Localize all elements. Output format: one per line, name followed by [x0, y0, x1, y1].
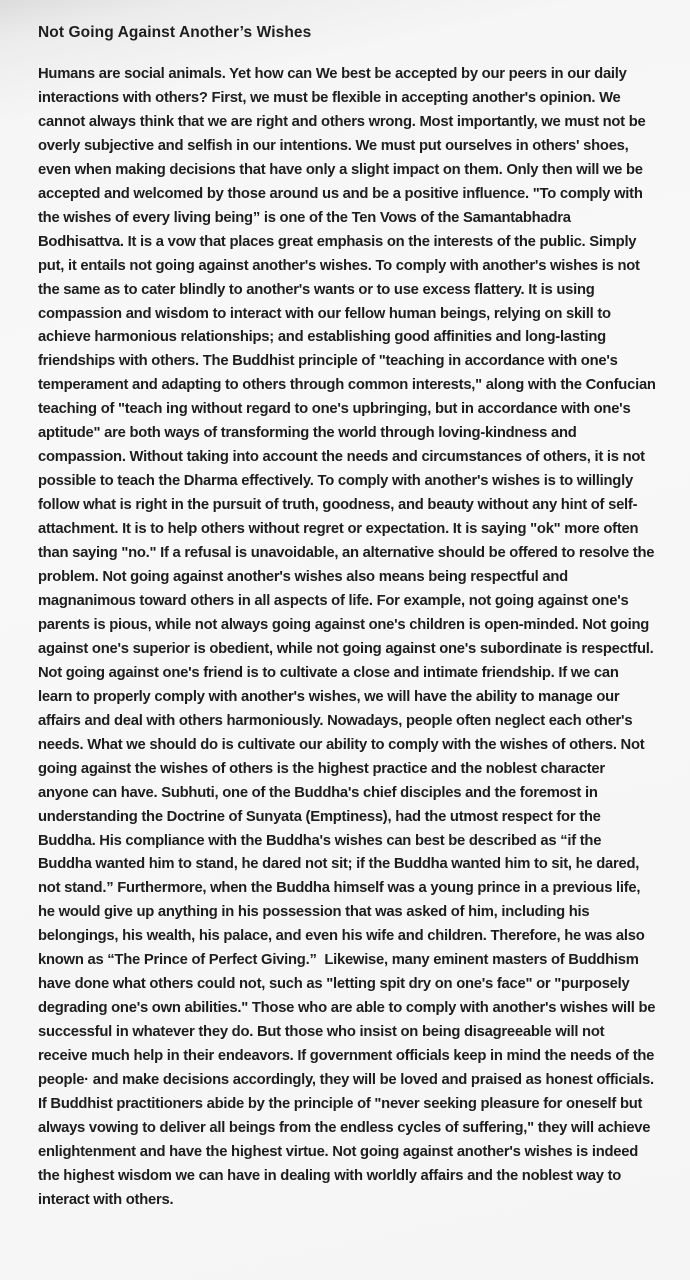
document-body: Humans are social animals. Yet how can We best be accepted by our peers in our daily interactions with others? First, we must be flexible in accepting another's opinion. We cannot always think that we are right and others wrong. Most importantly, we must not be overly subjective and selfish in our intentions. We must put ourselves in others' shoes, even when making decisions that have only a slight impact on them. Only then will we be accepted and welcomed by those around us and be a positive influence. "To comply with the wishes of every living being” is one of the Ten Vows of the Samantabhadra Bodhisattva. It is a vow that places great emphasis on the interests of the public. Simply put, it entails not going against another's wishes. To comply with another's wishes is not the same as to cater blindly to another's wants or to use excess flattery. It is using compassion and wisdom to interact with our fellow human beings, relying on skill to achieve harmonious relationships; and establishing good affinities and long-lasting friendships with others. The Buddhist principle of "teaching in accordance with one's temperament and adapting to others through common interests," along with the Confucian teaching of "teach ing without regard to one's upbringing, but in accordance with one's aptitude" are both ways of transforming the world through loving-kindness and compassion. Without taking into account the needs and circumstances of others, it is not possible to teach the Dharma effectively. To comply with another's wishes is to willingly follow what is right in the pursuit of truth, goodness, and beauty without any hint of self-attachment. It is to help others without regret or expectation. It is saying "ok" more often than saying "no." If a refusal is unavoidable, an alternative should be offered to resolve the problem. Not going against another's wishes also means being respectful and magnanimous toward others in all aspects of life. For example, not going against one's parents is pious, while not always going against one's children is open-minded. Not going against one's superior is obedient, while not going against one's subordinate is respectful. Not going against one's friend is to cultivate a close and intimate friendship. If we can learn to properly comply with another's wishes, we will have the ability to manage our affairs and deal with others harmoniously. Nowadays, people often neglect each other's needs. What we should do is cultivate our ability to comply with the wishes of others. Not going against the wishes of others is the highest practice and the noblest character anyone can have. Subhuti, one of the Buddha's chief disciples and the foremost in understanding the Doctrine of Sunyata (Emptiness), had the utmost respect for the Buddha. His compliance with the Buddha's wishes can best be described as “if the Buddha wanted him to stand, he dared not sit; if the Buddha wanted him to sit, he dared, not stand.” Furthermore, when the Buddha himself was a young prince in a previous life, he would give up anything in his possession that was asked of him, including his belongings, his wealth, his palace, and even his wife and children. Therefore, he was also known as “The Prince of Perfect Giving.” Likewise, many eminent masters of Buddhism have done what others could not, such as "letting spit dry on one's face" or "purposely degrading one's own abilities." Those who are able to comply with another's wishes will be successful in whatever they do. But those who insist on being disagreeable will not receive much help in their endeavors. If government officials keep in mind the needs of the people· and make decisions accordingly, they will be loved and praised as honest officials. If Buddhist practitioners abide by the principle of "never seeking pleasure for oneself but always vowing to deliver all beings from the endless cycles of suffering," they will achieve enlightenment and have the highest virtue. Not going against another's wishes is indeed the highest wisdom we can have in dealing with worldly affairs and the noblest way to interact with others.	[38, 66, 660, 1208]
document-title: Not Going Against Another’s Wishes	[38, 24, 312, 41]
